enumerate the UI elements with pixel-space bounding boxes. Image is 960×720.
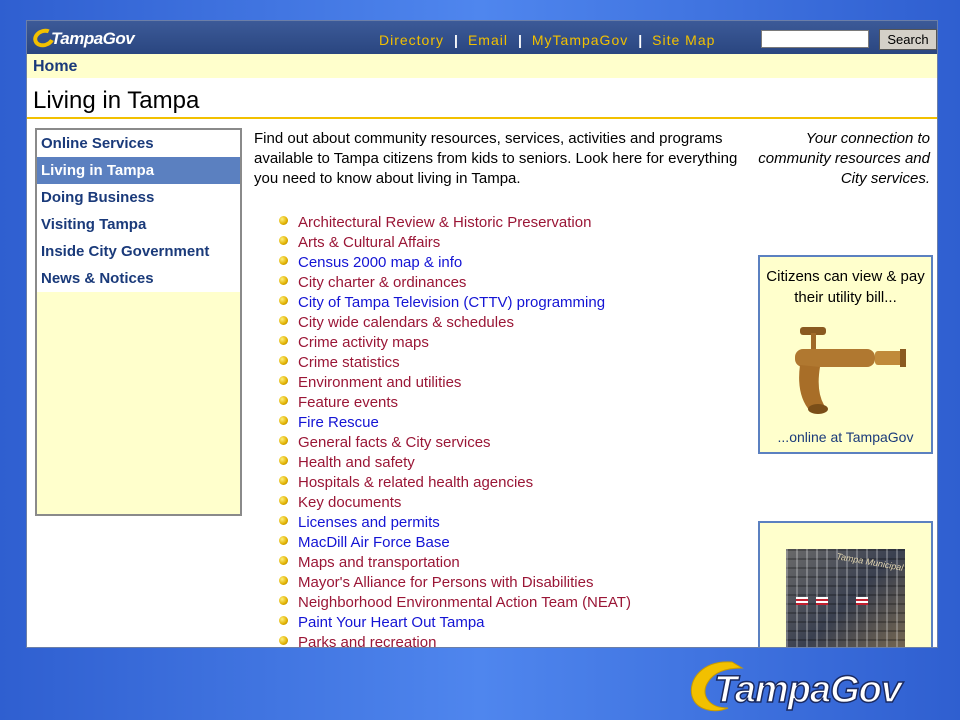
- list-item: [279, 253, 631, 273]
- photo-promo[interactable]: [758, 521, 933, 648]
- list-item: [279, 573, 631, 593]
- nav-email[interactable]: Email: [467, 32, 508, 48]
- nav-mytampagov[interactable]: MyTampaGov: [531, 32, 629, 48]
- bullet-icon: [279, 216, 288, 225]
- sidebar-item-inside-city-government[interactable]: Inside City Government: [37, 238, 240, 265]
- resource-link[interactable]: General facts & City services: [298, 434, 491, 451]
- list-item: [279, 313, 631, 333]
- list-item: [279, 373, 631, 393]
- sidebar-item-online-services[interactable]: Online Services: [37, 130, 240, 157]
- resource-link[interactable]: Arts & Cultural Affairs: [298, 234, 441, 251]
- resource-link[interactable]: MacDill Air Force Base: [298, 534, 450, 551]
- nav-separator: |: [638, 32, 643, 48]
- bullet-icon: [279, 556, 288, 565]
- resource-link[interactable]: Health and safety: [298, 454, 415, 471]
- list-item: [279, 533, 631, 553]
- bullet-icon: [279, 436, 288, 445]
- resource-link[interactable]: Neighborhood Environmental Action Team (NEAT): [298, 594, 631, 611]
- sidebar: [35, 128, 242, 516]
- intro-text: Find out about community resources, services, activities and programs available to Tampa citizens from kids to seniors. Look here for everything you need to know about living in Tampa.: [254, 130, 738, 187]
- resource-link[interactable]: Crime statistics: [298, 354, 400, 371]
- list-item: [279, 333, 631, 353]
- resource-link[interactable]: Licenses and permits: [298, 514, 440, 531]
- resource-link-list: [279, 213, 631, 648]
- resource-link[interactable]: Hospitals & related health agencies: [298, 474, 534, 491]
- bullet-icon: [279, 456, 288, 465]
- list-item: [279, 433, 631, 453]
- list-item: [279, 473, 631, 493]
- nav-site-map[interactable]: Site Map: [652, 32, 716, 48]
- resource-link[interactable]: City of Tampa Television (CTTV) programming: [298, 294, 606, 311]
- bullet-icon: [279, 496, 288, 505]
- resource-link[interactable]: Maps and transportation: [298, 554, 460, 571]
- bullet-icon: [279, 536, 288, 545]
- bullet-icon: [279, 276, 288, 285]
- bullet-icon: [279, 236, 288, 245]
- list-item: [279, 453, 631, 473]
- footer-logo-text: TampaGov: [714, 669, 901, 711]
- bullet-icon: [279, 396, 288, 405]
- list-item: [279, 493, 631, 513]
- resource-link[interactable]: Paint Your Heart Out Tampa: [298, 614, 485, 631]
- flag-icon: [856, 597, 868, 605]
- resource-link[interactable]: Fire Rescue: [298, 414, 379, 431]
- list-item: [279, 273, 631, 293]
- list-item: [279, 393, 631, 413]
- bullet-icon: [279, 476, 288, 485]
- resource-link[interactable]: Mayor's Alliance for Persons with Disabilities: [298, 574, 594, 591]
- bullet-icon: [279, 616, 288, 625]
- list-item: [279, 593, 631, 613]
- bullet-icon: [279, 316, 288, 325]
- resource-link[interactable]: Architectural Review & Historic Preservation: [298, 214, 592, 231]
- tampagov-logo[interactable]: [33, 27, 133, 49]
- promo-bottom-text: ...online at TampaGov: [777, 429, 914, 445]
- bullet-icon: [279, 356, 288, 365]
- breadcrumb-home[interactable]: Home: [33, 58, 78, 75]
- nav-directory[interactable]: Directory: [379, 32, 445, 48]
- bullet-icon: [279, 256, 288, 265]
- resource-link[interactable]: Census 2000 map & info: [298, 254, 463, 271]
- page-title: Living in Tampa: [33, 87, 200, 114]
- list-item: [279, 613, 631, 633]
- bullet-icon: [279, 336, 288, 345]
- bullet-icon: [279, 376, 288, 385]
- browser-page: [26, 20, 938, 648]
- list-item: [279, 353, 631, 373]
- sidebar-item-news-notices[interactable]: News & Notices: [37, 265, 240, 292]
- bullet-icon: [279, 516, 288, 525]
- top-navigation-bar: [27, 21, 937, 54]
- logo-text: TampaGov: [51, 29, 135, 48]
- breadcrumb: [27, 54, 937, 78]
- faucet-icon: [790, 325, 910, 425]
- resource-link[interactable]: Key documents: [298, 494, 402, 511]
- sidebar-item-visiting-tampa[interactable]: Visiting Tampa: [37, 211, 240, 238]
- list-item: [279, 633, 631, 648]
- list-item: [279, 233, 631, 253]
- utility-bill-promo[interactable]: [758, 255, 933, 454]
- bullet-icon: [279, 416, 288, 425]
- tampagov-footer-logo: [684, 658, 934, 714]
- list-item: [279, 293, 631, 313]
- search-input[interactable]: [761, 30, 869, 48]
- nav-separator: |: [454, 32, 458, 48]
- sidebar-item-living-in-tampa[interactable]: Living in Tampa: [37, 157, 240, 184]
- flag-icon: [816, 597, 828, 605]
- top-nav: [379, 32, 715, 48]
- resource-link[interactable]: Feature events: [298, 394, 399, 411]
- bullet-icon: [279, 636, 288, 645]
- bullet-icon: [279, 576, 288, 585]
- list-item: [279, 213, 631, 233]
- resource-link[interactable]: City charter & ordinances: [298, 274, 467, 291]
- tagline-text: Your connection to community resources and City services.: [758, 130, 930, 187]
- list-item: [279, 513, 631, 533]
- sidebar-item-doing-business[interactable]: Doing Business: [37, 184, 240, 211]
- search-button[interactable]: Search: [879, 29, 937, 50]
- bullet-icon: [279, 296, 288, 305]
- promo-top-text: Citizens can view & pay their utility bill...: [766, 268, 925, 306]
- title-divider: [27, 117, 937, 119]
- list-item: [279, 553, 631, 573]
- building-sign-text: Tampa Municipal: [835, 551, 905, 573]
- list-item: [279, 413, 631, 433]
- resource-link[interactable]: Parks and recreation: [298, 634, 437, 648]
- bullet-icon: [279, 596, 288, 605]
- flag-icon: [796, 597, 808, 605]
- resource-link[interactable]: City wide calendars & schedules: [298, 314, 514, 331]
- nav-separator: |: [517, 32, 522, 48]
- resource-link[interactable]: Crime activity maps: [298, 334, 429, 351]
- city-hall-photo: [786, 549, 905, 648]
- resource-link[interactable]: Environment and utilities: [298, 374, 462, 391]
